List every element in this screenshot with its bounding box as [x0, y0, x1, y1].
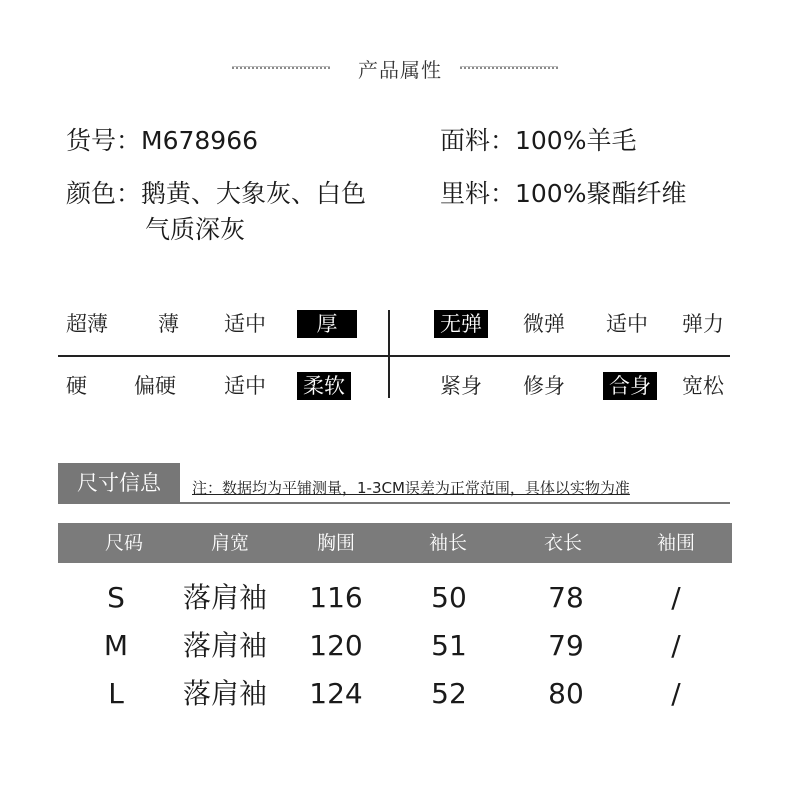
cell-sleeve-length: 52 — [431, 677, 467, 710]
fit-option-tight: 紧身 — [440, 374, 482, 398]
cell-length: 78 — [548, 581, 584, 614]
elasticity-option-stretch: 弹力 — [682, 312, 724, 336]
cell-sleeve-width: / — [671, 629, 681, 662]
size-info-underline — [58, 502, 730, 504]
thickness-option-ultra-thin: 超薄 — [66, 312, 108, 336]
thickness-option-medium: 适中 — [224, 312, 266, 336]
size-info-tab: 尺寸信息 — [58, 463, 180, 504]
elasticity-option-slight: 微弹 — [523, 312, 565, 336]
elasticity-option-medium: 适中 — [606, 312, 648, 336]
elasticity-option-none-selected: 无弹 — [434, 310, 488, 338]
cell-chest: 116 — [309, 581, 363, 614]
color-line-1: 颜色：鹅黄、大象灰、白色 — [66, 179, 367, 208]
size-note: 注：数据均为平铺测量，1-3CM误差为正常范围，具体以实物为准 — [192, 479, 630, 497]
cell-shoulder: 落肩袖 — [182, 677, 267, 710]
cell-chest: 124 — [309, 677, 363, 710]
cell-shoulder: 落肩袖 — [182, 581, 267, 614]
header-chest: 胸围 — [316, 532, 355, 554]
cell-sleeve-length: 50 — [431, 581, 467, 614]
header-size: 尺码 — [104, 532, 143, 554]
size-table-header — [58, 523, 732, 563]
fit-option-loose: 宽松 — [682, 374, 724, 398]
hardness-option-semi-hard: 偏硬 — [134, 374, 176, 398]
header-shoulder: 肩宽 — [210, 532, 249, 554]
header-length: 衣长 — [543, 532, 582, 554]
header-sleeve-width: 袖围 — [656, 532, 695, 554]
cell-size: S — [107, 581, 125, 614]
hardness-option-medium: 适中 — [224, 374, 266, 398]
item-number: 货号：M678966 — [66, 126, 259, 155]
page-title: 产品属性 — [358, 58, 442, 82]
header-divider-left — [232, 66, 330, 69]
header-divider-right — [460, 66, 558, 69]
thickness-option-thin: 薄 — [158, 312, 179, 336]
lining: 里料：100%聚酯纤维 — [440, 179, 687, 208]
cell-sleeve-width: / — [671, 581, 681, 614]
scale-divider-horizontal — [58, 355, 730, 357]
scale-divider-vertical — [388, 310, 390, 398]
fabric: 面料：100%羊毛 — [440, 126, 637, 155]
hardness-option-soft-selected: 柔软 — [297, 372, 351, 400]
cell-length: 79 — [548, 629, 584, 662]
thickness-option-thick-selected: 厚 — [297, 310, 357, 338]
fit-option-regular-selected: 合身 — [603, 372, 657, 400]
color-line-2: 气质深灰 — [145, 215, 246, 244]
cell-sleeve-length: 51 — [431, 629, 467, 662]
cell-shoulder: 落肩袖 — [182, 629, 267, 662]
cell-size: M — [103, 629, 129, 662]
cell-chest: 120 — [309, 629, 363, 662]
cell-sleeve-width: / — [671, 677, 681, 710]
cell-length: 80 — [548, 677, 584, 710]
header-sleeve-length: 袖长 — [428, 532, 467, 554]
hardness-option-hard: 硬 — [66, 374, 87, 398]
fit-option-slim: 修身 — [523, 374, 565, 398]
cell-size: L — [108, 677, 124, 710]
